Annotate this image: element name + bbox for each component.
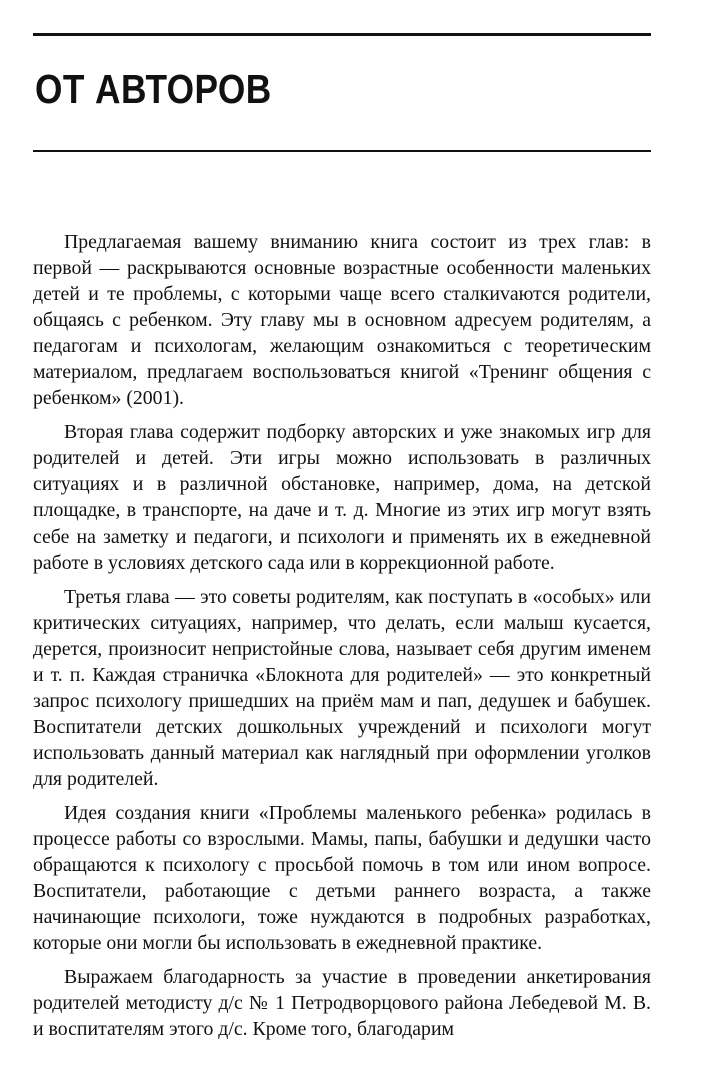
body-text bbox=[33, 229, 651, 1042]
paragraph-4: Идея создания книги «Проблемы маленького ребенка» родилась в процессе работы со взрослыми. Мамы, папы, бабушки и дедушки часто обращаются к психологу с просьбой помочь в том или ином вопросе. Воспитатели, работающие с детьми раннего возраста, а также начинающие психологи, тоже нуждаются в подробных разработках, которые они могли бы использовать в ежедневной практике. bbox=[33, 801, 651, 955]
chapter-heading: ОТ АВТОРОВ bbox=[35, 66, 272, 112]
paragraph-3: Третья глава — это советы родителям, как поступать в «особых» или критических ситуациях, например, что делать, если малыш кусается, дерется, произносит непристойные слова, называет себя другим именем и т. п. Каждая страничка «Блокнота для родителей» — это конкретный запрос психологу пришедших на приём мам и пап, дедушек и бабушек. Воспитатели детских дошкольных учреждений и психологи могут использовать данный материал как наглядный при оформлении уголков для родителей. bbox=[33, 585, 651, 790]
paragraph-1: Предлагаемая вашему вниманию книга состоит из трех глав: в первой — раскрываются основные возрастные особенности маленьких детей и те проблемы, с которыми чаще всего сталкиvаются родители, общаясь с ребенком. Эту главу мы в основном адресуем родителям, а педагогам и психологам, желающим ознакомиться с теоретическим материалом, предлагаем воспользоваться книгой «Тренинг общения с ребенком» (2001). bbox=[33, 231, 651, 410]
paragraph-5: Выражаем благодарность за участие в проведении анкетирования родителей методисту д/с № 1 Петродворцового района Лебедевой М. В. и воспитателям этого д/с. Кроме того, благодарим bbox=[33, 966, 651, 1041]
top-rule bbox=[33, 33, 651, 36]
heading-rule bbox=[33, 150, 651, 152]
paragraph-2: Вторая глава содержит подборку авторских и уже знакомых игр для родителей и детей. Эти игры можно использовать в различных ситуациях и в различной обстановке, например, дома, на детской площадке, в транспорте, на даче и т. д. Многие из этих игр могут взять себе на заметку и педагоги, и психологи и применять их в ежедневной работе в условиях детского сада или в коррекционной работе. bbox=[33, 421, 651, 574]
